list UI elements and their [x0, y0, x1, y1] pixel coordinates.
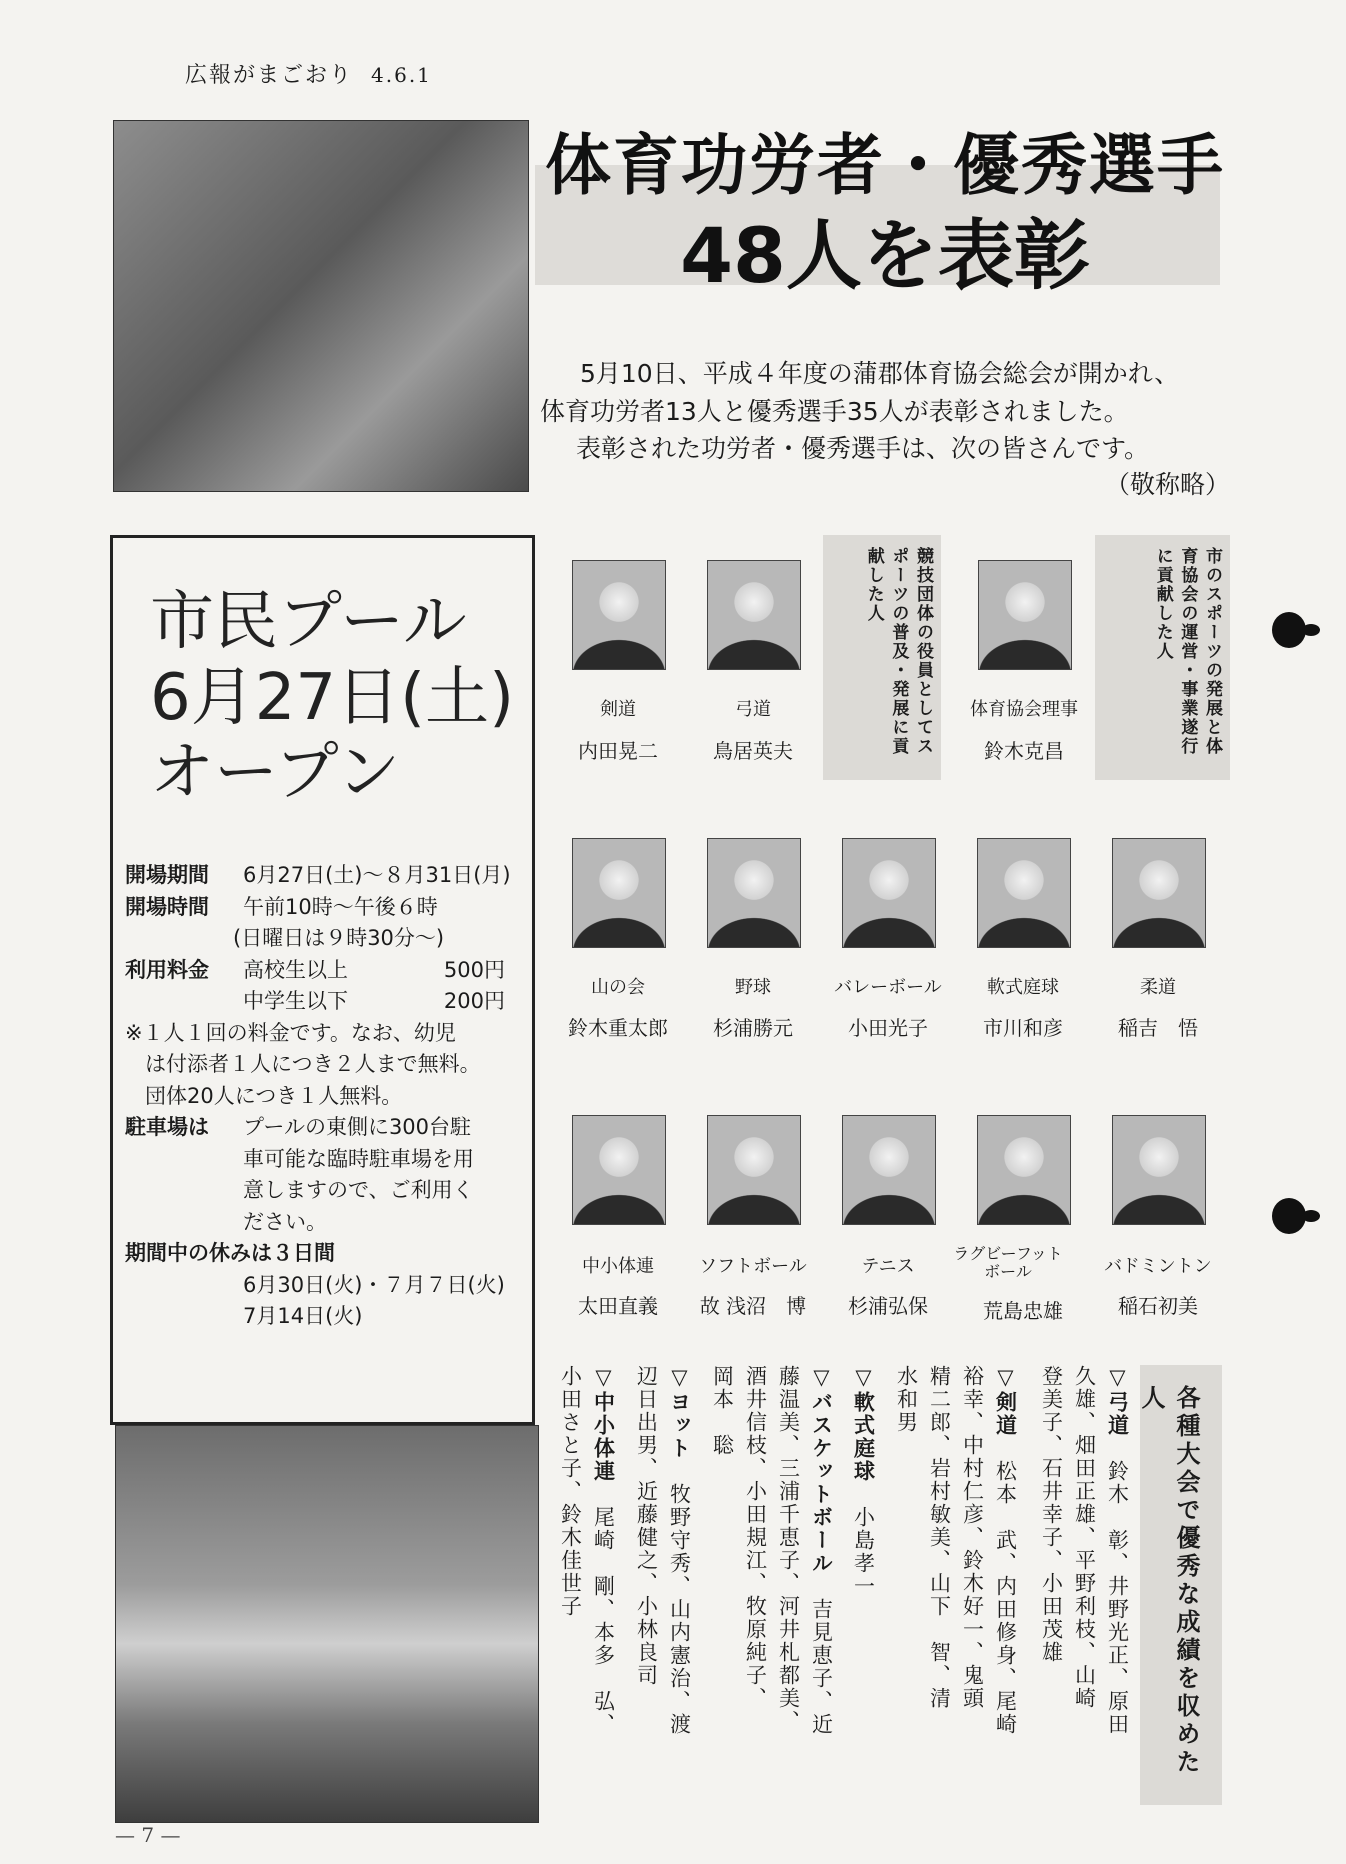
pool-parking-2: 車可能な臨時駐車場を用	[243, 1146, 474, 1171]
masthead	[185, 58, 432, 89]
portrait-ota	[572, 1115, 666, 1225]
pool-hours-label: 開場時間	[125, 894, 209, 919]
results-softtennis-head: ▽軟式庭球	[851, 1365, 876, 1483]
pool-fee-mid-row	[125, 986, 545, 1018]
results-basket-head: ▽バスケットボール	[809, 1365, 834, 1575]
results-column: 久雄、畑田正雄、平野利枝、山崎	[1072, 1365, 1097, 1710]
portrait-ichikawa	[977, 838, 1071, 948]
person-name: 杉浦勝元	[713, 1016, 793, 1040]
results-yacht-1: 牧野守秀、山内憲治、渡	[667, 1483, 692, 1736]
person-label: 柔道	[1140, 977, 1176, 998]
honorific-note: （敬称略）	[1104, 469, 1230, 499]
person-name: 小田光子	[848, 1016, 928, 1040]
person-name: 鈴木克昌	[984, 739, 1064, 763]
person-name: 鳥居英夫	[713, 739, 793, 763]
person-name: 荒島忠雄	[983, 1299, 1063, 1323]
masthead-date: 4.6.1	[371, 63, 432, 87]
headline-line1: 体育功労者・優秀選手	[545, 127, 1225, 204]
portrait-suzuki-jutaro	[572, 838, 666, 948]
results-kyudo-1: 鈴木 彰、井野光正、原田	[1105, 1460, 1130, 1736]
role-box-sports-groups: 競技団体の役員としてスポーツの普及・発展に貢献した人	[823, 535, 941, 780]
pool-fee-mid: 中学生以下	[243, 989, 348, 1013]
portrait-suzuki-katsumasa	[978, 560, 1072, 670]
results-title: 各種大会で優秀な成績を収めた人	[1140, 1365, 1222, 1805]
results-jhs-1: 尾崎 剛、本多 弘、	[591, 1506, 616, 1736]
person-name: 太田直義	[578, 1294, 658, 1318]
punch-hole-mark	[1272, 612, 1306, 648]
role-box-city-sports: 市のスポーツの発展と体育協会の運営・事業遂行に貢献した人	[1095, 535, 1230, 780]
results-column	[1102, 1365, 1132, 1805]
results-column: 裕幸、中村仁彦、鈴木好一、鬼頭	[960, 1365, 985, 1710]
person-label: 体育協会理事	[970, 699, 1078, 720]
lead-text	[540, 355, 1230, 503]
person-label: バレーボール	[834, 977, 942, 998]
pool-hours-value: 午前10時〜午後６時	[243, 894, 438, 919]
results-column	[588, 1365, 618, 1805]
pool-photo	[115, 1425, 539, 1823]
person-name: 稲石初美	[1118, 1294, 1198, 1318]
results-kyudo-head: ▽弓道	[1105, 1365, 1130, 1437]
results-kendo-head: ▽剣道	[993, 1365, 1018, 1437]
portrait-inayoshi	[1112, 838, 1206, 948]
results-column: 岡本 聡	[710, 1365, 735, 1457]
pool-title-line2: 6月27日(土)	[150, 660, 515, 735]
pool-holiday-1: 6月30日(火)・７月７日(火)	[243, 1272, 505, 1297]
person-label: 中小体連	[582, 1256, 654, 1277]
portrait-uchida	[572, 560, 666, 670]
person-name: 内田晃二	[578, 739, 658, 763]
results-column: 精二郎、岩村敏美、山下 智、清	[927, 1365, 952, 1710]
results-jhs-head: ▽中小体連	[591, 1365, 616, 1483]
person-name: 故 浅沼 博	[699, 1294, 807, 1318]
person-name: 稲吉 悟	[1118, 1016, 1198, 1040]
person-name: 市川和彦	[983, 1016, 1063, 1040]
person-label: 剣道	[600, 699, 636, 720]
pool-hours-note-text: (日曜日は９時30分〜)	[233, 926, 445, 950]
pool-fee-high: 高校生以上	[243, 957, 348, 982]
results-yacht-head: ▽ヨット	[667, 1365, 692, 1460]
results-column: 藤温美、三浦千恵子、河井札都美、	[776, 1365, 801, 1733]
person-label: 山の会	[591, 977, 645, 998]
pool-note-2: は付添者１人につき２人まで無料。	[145, 1052, 481, 1076]
lead-paragraph-3: 表彰された功労者・優秀選手は、次の皆さんです。	[576, 434, 1150, 463]
pool-fee-label: 利用料金	[125, 957, 209, 982]
person-label: 弓道	[735, 699, 771, 720]
portrait-torii	[707, 560, 801, 670]
pool-hours-note	[125, 923, 545, 955]
pool-parking-4: ださい。	[243, 1209, 327, 1234]
person-label: テニス	[861, 1256, 915, 1277]
portrait-sugiura-hiroyasu	[842, 1115, 936, 1225]
pool-parking-1: プールの東側に300台駐	[243, 1115, 472, 1139]
pool-period-value: 6月27日(土)〜８月31日(月)	[243, 863, 511, 887]
results-column	[848, 1365, 878, 1805]
punch-hole-mark	[1272, 1198, 1306, 1234]
headline-line2: 48人を表彰	[680, 210, 1090, 300]
person-name: 鈴木重太郎	[568, 1016, 668, 1040]
lead-paragraph-2: 体育功労者13人と優秀選手35人が表彰されました。	[540, 396, 1129, 426]
results-column: 辺日出男、近藤健之、小林良司	[634, 1365, 659, 1687]
pool-title-line1: 市民プール	[150, 585, 467, 659]
portrait-asanuma	[707, 1115, 801, 1225]
pool-parking-row	[125, 1112, 545, 1144]
pool-title	[150, 585, 514, 812]
pool-parking-3: 意しますので、ご利用く	[243, 1178, 474, 1202]
portrait-inaishi	[1112, 1115, 1206, 1225]
person-label: バドミントン	[1104, 1256, 1212, 1277]
results-column	[664, 1365, 694, 1805]
pool-holiday-2: 7月14日(火)	[243, 1304, 363, 1328]
pool-parking-label: 駐車場は	[125, 1115, 209, 1139]
results-softtennis-1: 小島孝一	[851, 1506, 876, 1598]
pool-info	[125, 860, 545, 1333]
results-basket-1: 吉見恵子、近	[809, 1598, 834, 1736]
headline	[540, 128, 1230, 299]
pool-fee-mid-price: 200円	[443, 989, 505, 1013]
results-kendo-1: 松本 武、内田修身、尾崎	[993, 1460, 1018, 1736]
pool-fee-high-row	[125, 955, 545, 987]
lead-paragraph-1: 5月10日、平成４年度の蒲郡体育協会総会が開かれ、	[580, 359, 1180, 388]
results-column: 登美子、石井幸子、小田茂雄	[1039, 1365, 1064, 1664]
ceremony-photo	[113, 120, 529, 492]
portrait-arashima	[977, 1115, 1071, 1225]
person-label: ラグビーフットボール	[953, 1244, 1063, 1282]
results-column: 酒井信枝、小田規江、牧原純子、	[743, 1365, 768, 1710]
person-label: 軟式庭球	[987, 977, 1059, 998]
results-column: 水和男	[894, 1365, 919, 1434]
results-column	[990, 1365, 1020, 1805]
pool-period-label: 開場期間	[125, 863, 209, 887]
person-name: 杉浦弘保	[848, 1294, 928, 1318]
portrait-sugiura-katsumoto	[707, 838, 801, 948]
pool-hours-row	[125, 892, 545, 924]
portrait-oda-mitsuko	[842, 838, 936, 948]
masthead-title: 広報がまごおり	[185, 63, 354, 88]
pool-note-3: 団体20人につき１人無料。	[145, 1083, 403, 1108]
pool-period-row	[125, 860, 545, 892]
pool-title-line3: オープン	[150, 736, 401, 811]
results-column	[806, 1365, 836, 1805]
person-label: ソフトボール	[699, 1256, 807, 1277]
page-number: — 7 —	[115, 1823, 181, 1847]
results-column: 小田さと子、鈴木佳世子	[558, 1365, 583, 1618]
pool-note-1: ※１人１回の料金です。なお、幼児	[125, 1020, 456, 1045]
person-label: 野球	[735, 977, 771, 998]
pool-fee-high-price: 500円	[443, 957, 505, 982]
pool-holiday-label: 期間中の休みは３日間	[125, 1241, 335, 1265]
